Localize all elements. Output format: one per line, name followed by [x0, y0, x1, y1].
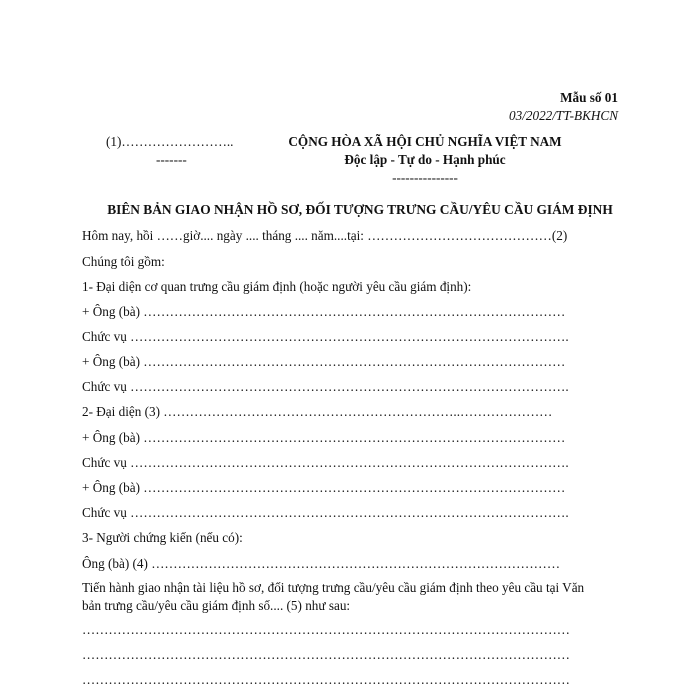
person-line: + Ông (bà) ……………………………………………………………………………………	[82, 480, 566, 495]
witness-line: Ông (bà) (4) …………………………………………………………………………………	[82, 556, 561, 571]
blank-dotted-line: …………………………………………………………………………………………………	[82, 672, 570, 687]
position-line: Chức vụ ……………………………………………………………………………………….	[82, 379, 569, 394]
form-number: Mẫu số 01	[560, 90, 618, 105]
person-line: + Ông (bà) ……………………………………………………………………………………	[82, 304, 566, 319]
position-line: Chức vụ ……………………………………………………………………………………….	[82, 455, 569, 470]
person-line: + Ông (bà) ……………………………………………………………………………………	[82, 430, 566, 445]
position-line: Chức vụ ……………………………………………………………………………………….	[82, 329, 569, 344]
handover-paragraph-line-1: Tiến hành giao nhận tài liệu hồ sơ, đối tượng trưng cầu/yêu cầu giám định theo yêu cầu tại Văn	[82, 580, 585, 595]
blank-dotted-line: …………………………………………………………………………………………………	[82, 622, 570, 637]
section-3-heading: 3- Người chứng kiến (nếu có):	[82, 530, 243, 545]
handover-paragraph-line-2: bản trưng cầu/yêu cầu giám định số.... (5) như sau:	[82, 598, 351, 613]
person-line: + Ông (bà) ……………………………………………………………………………………	[82, 354, 566, 369]
national-motto: Độc lập - Tự do - Hạnh phúc	[344, 152, 506, 167]
section-2-heading: 2- Đại diện (3) …………………………………………………………..…………………	[82, 404, 553, 419]
meeting-time-line: Hôm nay, hồi ……giờ.... ngày .... tháng .... năm....tại: ……………………………………(2)	[82, 228, 568, 243]
organization-placeholder: (1)……………………..	[106, 134, 234, 149]
document-title: BIÊN BẢN GIAO NHẬN HỒ SƠ, ĐỐI TƯỢNG TRƯNG CẦU/YÊU CẦU GIÁM ĐỊNH	[107, 202, 613, 217]
blank-dotted-line: …………………………………………………………………………………………………	[82, 647, 570, 662]
motto-underline: ---------------	[392, 170, 458, 185]
position-line: Chức vụ ……………………………………………………………………………………….	[82, 505, 569, 520]
section-1-heading: 1- Đại diện cơ quan trưng cầu giám định (hoặc người yêu cầu giám định):	[82, 279, 472, 294]
participants-heading: Chúng tôi gồm:	[82, 254, 165, 269]
organization-underline: -------	[156, 152, 187, 167]
country-name: CỘNG HÒA XÃ HỘI CHỦ NGHĨA VIỆT NAM	[288, 134, 562, 149]
circular-number: 03/2022/TT-BKHCN	[509, 108, 618, 123]
